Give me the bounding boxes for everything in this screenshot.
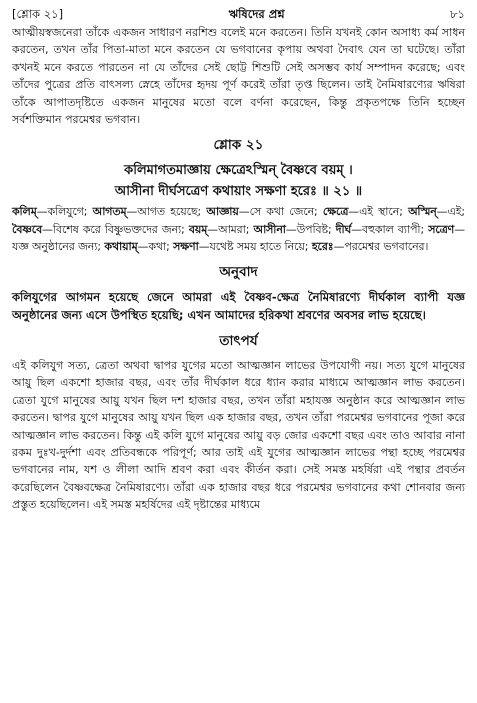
- page-header: [12, 6, 465, 24]
- intro-paragraph: আত্মীয়স্বজনেরা তাঁকে একজন সাধারণ নরশিশু বলেই মনে করতেন। তিনি যখনই কোন অসাধ্য কর্ম সাধন করতেন, তখন তাঁর পিতা-মাতা মনে করতেন যে ভগবানের কৃপায় অথবা দৈবাৎ যেন তা ঘটেছে। তাঁরা কখনই মনে করতে পারতেন না যে তাঁদের সেই ছোট্ট শিশুটি সেই অসম্ভব কার্য সম্পাদন করেছে; এবং তাঁদের পুত্রের প্রতি বাৎসল্য স্নেহে তাঁদের হৃদয় পূর্ণ করেই তাঁরা তৃপ্ত ছিলেন। তাই নৈমিষারণ্যের ঋষিরা তাঁকে আপাতদৃষ্টিতে একজন মানুষের মতো বলে বর্ণনা করেছেন, কিন্তু প্রকৃতপক্ষে তিনি হচ্ছেন সর্বশক্তিমান পরমেশ্বর ভগবান।: [12, 26, 465, 127]
- synonym-meaning: যথেষ্ট সময় হাতে নিয়ে;: [209, 239, 309, 253]
- verse-line-2: আসীনা দীর্ঘসত্রেণ কথায়াং সক্ষণা হরেঃ ॥ ২১ ॥: [114, 184, 363, 200]
- synonym-word: বৈষ্ণবে: [12, 222, 43, 236]
- synonym-meaning: এই;: [447, 205, 465, 219]
- purport-heading: তাৎপর্য: [219, 333, 258, 350]
- synonym-word: কথায়াম্: [104, 239, 138, 253]
- synonym-word: অস্মিন্: [408, 205, 437, 219]
- synonym-meaning: উপবিষ্ট;: [296, 222, 332, 236]
- synonym-meaning: বিশেষ করে বিষ্ণুভক্তদের জন্য;: [52, 222, 185, 236]
- synonym-meaning: যজ্ঞ অনুষ্ঠানের জন্য;: [12, 239, 101, 253]
- verse-line-1: কলিমাগতমাজ্ঞায় ক্ষেত্রেঽস্মিন্ বৈষ্ণবে বয়ম্ ।: [124, 163, 353, 179]
- synonym-meaning: কথা;: [148, 239, 170, 253]
- page-number: ৮১: [450, 7, 465, 21]
- synonym-meaning: পরমেশ্বর ভগবানের।: [344, 239, 429, 253]
- translation-heading: অনুবাদ: [219, 264, 258, 281]
- chapter-title: ঋষিদের প্রশ্ন: [228, 7, 285, 21]
- synonym-word: সত্রেণ: [428, 222, 455, 236]
- synonym-meaning: আগত হয়েছে;: [137, 205, 202, 219]
- synonym-meaning: সে কথা জেনে;: [249, 205, 318, 219]
- purport-paragraph: এই কলিযুগ সত্য, ত্রেতা অথবা দ্বাপর যুগের মতো আত্মজ্ঞান লাভের উপযোগী নয়। সত্য যুগে মানুষের আয়ু ছিল একশো হাজার বছর, এবং তাঁর দীর্ঘকাল ধরে ধ্যান করার মাধ্যমে আত্মজ্ঞান লাভ করতেন। ত্রেতা যুগে মানুষের আয়ু যখন ছিল দশ হাজার বছর, তখন তাঁরা মহাযজ্ঞ অনুষ্ঠান করে আত্মজ্ঞান লাভ করতেন। দ্বাপর যুগে মানুষের আয়ু যখন ছিল এক হাজার বছর, তখন তাঁরা পরমেশ্বর ভগবানের পূজা করে আত্মজ্ঞান লাভ করতেন। কিন্তু এই কলি যুগে মানুষের আয়ু বড় জোর একশো বছর এবং তাও আবার নানা রকম দুঃখ-দুর্দশা এবং প্রতিবন্ধকে পরিপূর্ণ; আর তাই এই যুগের আত্মজ্ঞান লাভের পন্থা হচ্ছে পরমেশ্বর ভগবানের নাম, যশ ও লীলা আদি শ্রবণ করা এবং কীর্তন করা। সেই সমস্ত মহর্ষিরা এই পন্থার প্রবর্তন করেছিলেন বৈষ্ণবক্ষেত্র নৈমিষারণ্যে। তাঁরা এক হাজার বছর ধরে পরমেশ্বর ভগবানের কথা শোনবার জন্য প্রস্তুত হয়েছিলেন। এই সমস্ত মহর্ষিদের এই দৃষ্টান্তের মাধ্যমে: [12, 359, 465, 512]
- synonym-meaning: কলিযুগে;: [47, 205, 88, 219]
- synonym-meaning: আমরা;: [218, 222, 250, 236]
- synonym-word: বয়ম্: [188, 222, 208, 236]
- synonym-word: আসীনা: [253, 222, 286, 236]
- synonym-meaning: এই স্থানে;: [359, 205, 403, 219]
- synonym-word: কলিম্: [12, 205, 37, 219]
- synonym-word: আগতম্: [92, 205, 127, 219]
- verse-reference: [শ্লোক ২১]: [12, 7, 64, 21]
- synonym-word: হরেঃ: [311, 239, 334, 253]
- synonyms-paragraph: কলিম্—কলিযুগে; আগতম্—আগত হয়েছে; আজ্ঞায়—সে কথা জেনে; ক্ষেত্রে—এই স্থানে; অস্মিন্—এই; বৈষ্ণবে—বিশেষ করে বিষ্ণুভক্তদের জন্য; বয়ম্—আমরা; আসীনা—উপবিষ্ট; দীর্ঘ—বহুকাল ব্যাপী; সত্রেণ—যজ্ঞ অনুষ্ঠানের জন্য; কথায়াম্—কথা; সক্ষণা—যথেষ্ট সময় হাতে নিয়ে; হরেঃ—পরমেশ্বর ভগবানের।: [12, 205, 465, 253]
- synonym-word: দীর্ঘ: [335, 222, 352, 236]
- synonym-meaning: বহুকাল ব্যাপী;: [362, 222, 425, 236]
- synonym-word: ক্ষেত্রে: [322, 205, 349, 219]
- synonym-word: আজ্ঞায়: [206, 205, 239, 219]
- verse-heading: শ্লোক ২১: [213, 137, 264, 154]
- translation-paragraph: কলিযুগের আগমন হয়েছে জেনে আমরা এই বৈষ্ণব-ক্ষেত্র নৈমিষারণ্যে দীর্ঘকাল ব্যাপী যজ্ঞ অনুষ্ঠানের জন্য এসে উপস্থিত হয়েছি; এখন আমাদের হরিকথা শ্রবণের অবসর লাভ হয়েছে।: [12, 290, 465, 323]
- synonym-word: সক্ষণা: [173, 239, 199, 253]
